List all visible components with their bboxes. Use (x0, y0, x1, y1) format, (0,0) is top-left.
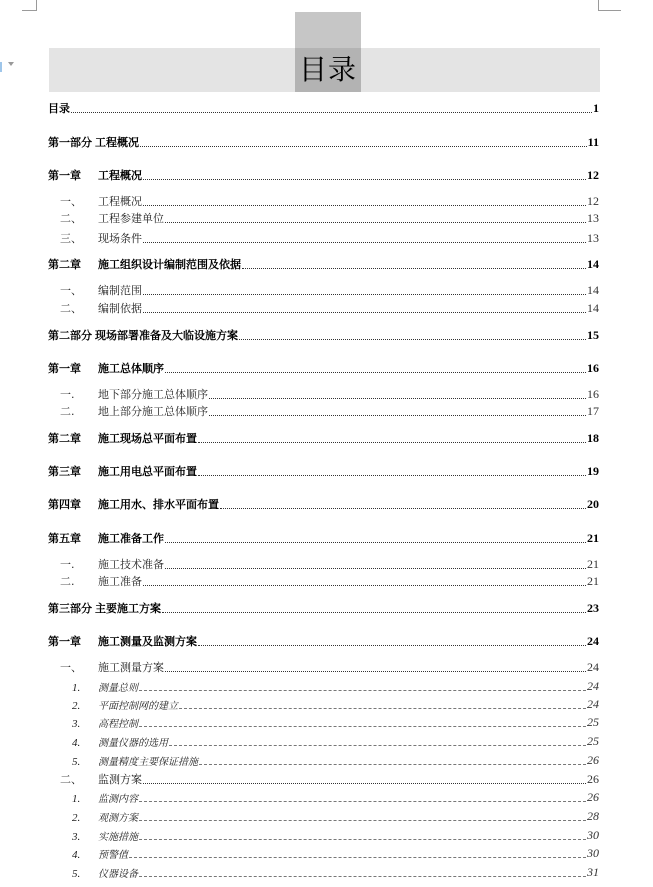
toc-entry-label[interactable]: 施工现场总平面布置 (98, 432, 197, 445)
toc-dot-leader (162, 611, 586, 613)
toc-dot-leader (165, 371, 586, 373)
toc-entry-label[interactable]: 施工技术准备 (98, 558, 164, 571)
page-corner-top-right (598, 0, 621, 11)
toc-page-number: 30 (587, 828, 599, 842)
toc-entry-number: 第三部分 (48, 602, 92, 615)
toc-entry[interactable] (48, 403, 599, 419)
toc-entry[interactable] (48, 463, 599, 479)
toc-dot-leader (139, 725, 586, 727)
toc-page-number: 21 (587, 574, 599, 588)
toc-entry-label[interactable]: 目录 (48, 102, 70, 115)
toc-entry[interactable] (48, 193, 599, 209)
toc-entry-number: 第二部分 (48, 329, 92, 342)
toc-entry[interactable] (48, 100, 599, 116)
toc-entry[interactable] (48, 300, 599, 316)
toc-entry-label[interactable]: 仪器设备 (98, 869, 138, 880)
toc-entry[interactable] (48, 752, 599, 768)
toc-entry-label[interactable]: 测量精度主要保证措施 (98, 757, 198, 768)
toc-entry[interactable] (48, 789, 599, 805)
toc-entry-number: 2. (72, 700, 81, 712)
toc-entry[interactable] (48, 600, 599, 616)
toc-entry[interactable] (48, 864, 599, 880)
toc-entry-label[interactable]: 监测内容 (98, 794, 138, 805)
toc-entry-number: 5. (72, 756, 81, 768)
toc-entry[interactable] (48, 556, 599, 572)
toc-page-number: 15 (587, 328, 599, 342)
toc-entry-number: 第四章 (48, 498, 81, 511)
toc-dot-leader (140, 145, 587, 147)
toc-dot-leader (143, 782, 586, 784)
toc-page-number: 30 (587, 846, 599, 860)
toc-entry-number: 一、 (60, 195, 82, 208)
toc-entry-label[interactable]: 主要施工方案 (95, 602, 161, 615)
toc-entry-label[interactable]: 观测方案 (98, 813, 138, 824)
toc-dot-leader (165, 541, 586, 543)
toc-dot-leader (71, 111, 592, 113)
toc-entry[interactable] (48, 530, 599, 546)
toc-page-number: 20 (587, 497, 599, 511)
toc-dot-leader (198, 474, 586, 476)
toc-entry[interactable] (48, 696, 599, 712)
toc-page-number: 24 (587, 679, 599, 693)
toc-entry-number: 二、 (60, 773, 82, 786)
toc-entry-label[interactable]: 施工测量及监测方案 (98, 635, 197, 648)
toc-page-number: 14 (587, 283, 599, 297)
toc-dot-leader (143, 204, 586, 206)
toc-entry-number: 第二章 (48, 432, 81, 445)
page-corner-top-left (22, 0, 37, 11)
toc-entry-number: 一、 (60, 661, 82, 674)
toc-entry-label[interactable]: 现场部署准备及大临设施方案 (95, 329, 238, 342)
toc-dot-leader (209, 397, 586, 399)
toc-entry-number: 5. (72, 868, 81, 880)
toc-entry[interactable] (48, 496, 599, 512)
toc-entry[interactable] (48, 386, 599, 402)
toc-dot-leader (239, 338, 586, 340)
toc-entry[interactable] (48, 360, 599, 376)
toc-page-number: 13 (587, 211, 599, 225)
toc-entry[interactable] (48, 573, 599, 589)
toc-entry[interactable] (48, 167, 599, 183)
toc-entry-number: 第三章 (48, 465, 81, 478)
toc-entry-label[interactable]: 施工准备 (98, 575, 142, 588)
toc-entry-label[interactable]: 测量仪器的选用 (98, 738, 168, 749)
toc-entry[interactable] (48, 430, 599, 446)
toc-dot-leader (139, 689, 586, 691)
toc-entry-number: 一. (60, 558, 75, 571)
toc-page-number: 19 (587, 464, 599, 478)
toc-entry-number: 4. (72, 849, 81, 861)
toc-page-number: 21 (587, 531, 599, 545)
toc-entry-number: 二. (60, 405, 75, 418)
toc-entry-label[interactable]: 编制范围 (98, 284, 142, 297)
toc-entry-number: 一、 (60, 284, 82, 297)
toc-entry-number: 一. (60, 388, 75, 401)
toc-entry-label[interactable]: 编制依据 (98, 302, 142, 315)
toc-entry[interactable] (48, 230, 599, 246)
toc-entry[interactable] (48, 845, 599, 861)
toc-dot-leader (220, 507, 586, 509)
toc-dot-leader (143, 178, 586, 180)
toc-page-number: 12 (587, 194, 599, 208)
toc-entry-number: 3. (72, 831, 81, 843)
toc-entry-label[interactable]: 监测方案 (98, 773, 142, 786)
toc-entry-number: 1. (72, 682, 81, 694)
toc-entry-number: 二、 (60, 302, 82, 315)
toc-page-number: 26 (587, 790, 599, 804)
toc-dot-leader (165, 670, 586, 672)
toc-page-number: 11 (587, 135, 599, 149)
toc-page-number: 16 (587, 387, 599, 401)
toc-entry-label[interactable]: 现场条件 (98, 232, 142, 245)
toc-entry-label[interactable]: 预警值 (98, 850, 128, 861)
toc-entry-label[interactable]: 施工组织设计编制范围及依据 (98, 258, 241, 271)
toc-page-number: 1 (593, 101, 599, 115)
toc-entry-label[interactable]: 平面控制网的建立 (98, 701, 178, 712)
toc-entry-label[interactable]: 工程概况 (98, 169, 142, 182)
toc-entry-label[interactable]: 施工准备工作 (98, 532, 164, 545)
toc-page-number: 26 (587, 753, 599, 767)
toc-entry-label[interactable]: 地上部分施工总体顺序 (98, 405, 208, 418)
toc-page-number: 28 (587, 809, 599, 823)
toc-entry[interactable] (48, 678, 599, 694)
toc-entry-number: 4. (72, 737, 81, 749)
toc-entry-label[interactable]: 工程概况 (98, 195, 142, 208)
toc-page-number: 24 (587, 660, 599, 674)
toc-entry-number: 1. (72, 793, 81, 805)
toc-page-number: 23 (587, 601, 599, 615)
toc-entry-label[interactable]: 高程控制 (98, 719, 138, 730)
toc-entry-number: 第五章 (48, 532, 81, 545)
toc-dot-leader (209, 414, 586, 416)
toc-entry[interactable] (48, 733, 599, 749)
toc-entry-label[interactable]: 实施措施 (98, 832, 138, 843)
toc-page-number: 24 (587, 634, 599, 648)
toc-page-number: 14 (587, 257, 599, 271)
collapse-arrow-icon[interactable] (8, 62, 14, 66)
toc-entry-number: 第二章 (48, 258, 81, 271)
toc-page-number: 13 (587, 231, 599, 245)
toc-entry-number: 第一部分 (48, 136, 92, 149)
toc-entry[interactable] (48, 808, 599, 824)
toc-entry[interactable] (48, 633, 599, 649)
toc-dot-leader (179, 707, 586, 709)
toc-page-number: 24 (587, 697, 599, 711)
toc-entry[interactable] (48, 714, 599, 730)
toc-dot-leader (139, 875, 586, 877)
margin-marker (0, 62, 2, 72)
toc-dot-leader (143, 311, 586, 313)
toc-dot-leader (165, 221, 586, 223)
page-title: 目录 (298, 53, 357, 86)
toc-entry-label[interactable]: 施工用电总平面布置 (98, 465, 197, 478)
toc-entry-number: 三、 (60, 232, 82, 245)
toc-page-number: 25 (587, 734, 599, 748)
toc-entry-number: 2. (72, 812, 81, 824)
toc-entry-number: 二. (60, 575, 75, 588)
toc-entry-label[interactable]: 地下部分施工总体顺序 (98, 388, 208, 401)
toc-entry[interactable] (48, 659, 599, 675)
toc-dot-leader (242, 267, 586, 269)
toc-entry-number: 第一章 (48, 635, 81, 648)
toc-entry-number: 二、 (60, 212, 82, 225)
toc-page-number: 31 (587, 865, 599, 879)
toc-entry-number: 3. (72, 718, 81, 730)
toc-dot-leader (198, 644, 586, 646)
toc-page-number: 18 (587, 431, 599, 445)
toc-entry-label[interactable]: 施工用水、排水平面布置 (98, 498, 219, 511)
toc-page-number: 26 (587, 772, 599, 786)
toc-entry[interactable] (48, 827, 599, 843)
toc-page-number: 21 (587, 557, 599, 571)
toc-page-number: 16 (587, 361, 599, 375)
toc-entry-label[interactable]: 测量总则 (98, 683, 138, 694)
toc-entry-number: 第一章 (48, 169, 81, 182)
toc-dot-leader (199, 763, 586, 765)
toc-entry[interactable] (48, 771, 599, 787)
toc-dot-leader (139, 819, 586, 821)
toc-entry[interactable] (48, 282, 599, 298)
toc-entry[interactable] (48, 210, 599, 226)
toc-dot-leader (139, 800, 586, 802)
toc-dot-leader (143, 241, 586, 243)
toc-entry[interactable] (48, 134, 599, 150)
toc-page-number: 12 (587, 168, 599, 182)
toc-dot-leader (139, 838, 586, 840)
toc-page-number: 17 (587, 404, 599, 418)
toc-entry-number: 第一章 (48, 362, 81, 375)
toc-dot-leader (198, 441, 586, 443)
toc-entry[interactable] (48, 327, 599, 343)
toc-entry-label[interactable]: 工程参建单位 (98, 212, 164, 225)
toc-entry-label[interactable]: 工程概况 (95, 136, 139, 149)
toc-page-number: 25 (587, 715, 599, 729)
toc-dot-leader (143, 293, 586, 295)
toc-entry-label[interactable]: 施工总体顺序 (98, 362, 164, 375)
toc-page-number: 14 (587, 301, 599, 315)
toc-entry-label[interactable]: 施工测量方案 (98, 661, 164, 674)
toc-dot-leader (143, 584, 586, 586)
toc-dot-leader (169, 744, 586, 746)
toc-entry[interactable] (48, 256, 599, 272)
toc-dot-leader (165, 567, 586, 569)
toc-dot-leader (129, 856, 586, 858)
